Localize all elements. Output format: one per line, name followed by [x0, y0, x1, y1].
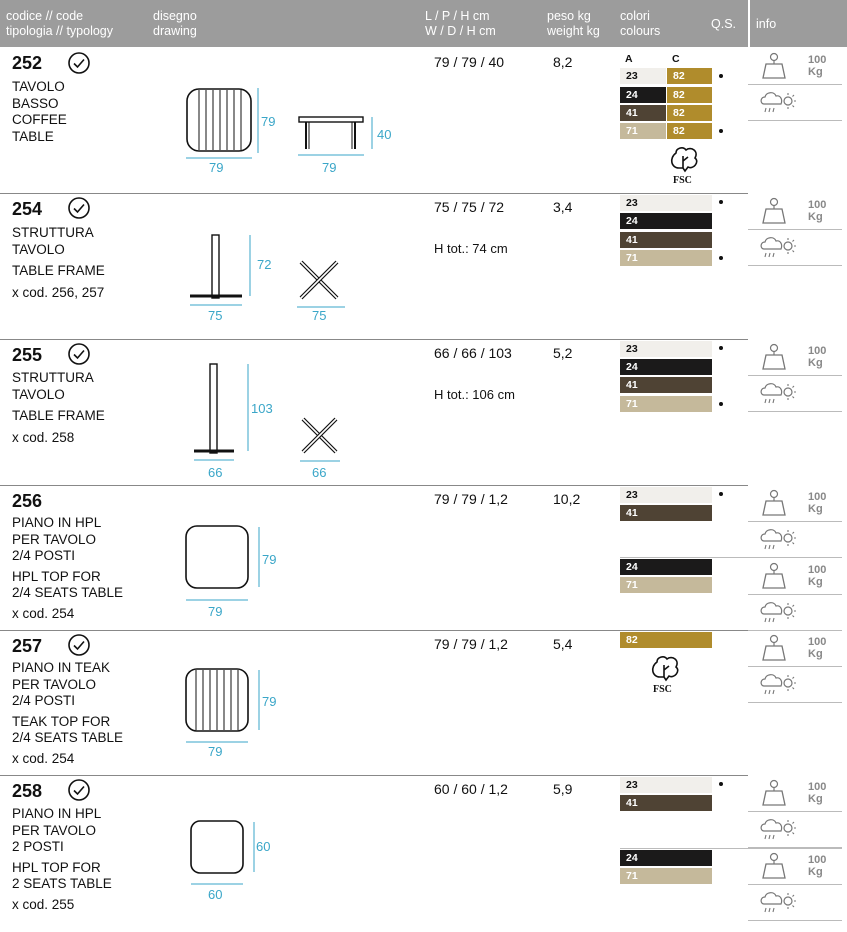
- weight-value: 3,4: [553, 199, 573, 215]
- max-load-label: 100 Kg: [808, 854, 827, 878]
- weight-load-icon: [760, 52, 788, 80]
- table-frame-top-x-drawing: [297, 258, 347, 308]
- dimensions-value: 79 / 79 / 40: [434, 54, 505, 70]
- info-divider: [748, 557, 842, 558]
- colour-swatch-71: 71: [620, 123, 666, 139]
- weather-resistant-icon: [760, 598, 800, 626]
- weight-load-icon: [760, 489, 788, 517]
- legend-a: A: [625, 53, 633, 65]
- info-divider: [748, 920, 842, 921]
- qs-dot: [719, 346, 723, 350]
- info-divider: [748, 811, 842, 812]
- weather-resistant-icon: [760, 815, 800, 843]
- dimensions-value: 60 / 60 / 1,2: [434, 781, 508, 797]
- colour-swatch-71: 71: [620, 250, 712, 266]
- check-circle-icon: [67, 778, 91, 802]
- dim-top-label: 75: [312, 308, 327, 323]
- info-divider: [748, 884, 842, 885]
- info-divider: [748, 594, 842, 595]
- info-divider: [748, 666, 842, 667]
- dim-height-label: 60: [256, 839, 271, 854]
- product-code: 255: [12, 345, 43, 365]
- colour-swatch-23: 23: [620, 777, 712, 793]
- weight-value: 8,2: [553, 54, 573, 70]
- dimensions-value: 79 / 79 / 1,2: [434, 636, 508, 652]
- dim-height-label: 79: [262, 694, 277, 709]
- hpl-small-top-drawing: [190, 820, 260, 890]
- colour-swatch-41: 41: [620, 377, 712, 393]
- typology-256: PIANO IN HPL PER TAVOLO 2/4 POSTI HPL TOP FOR 2/4 SEATS TABLE x cod. 254: [12, 515, 124, 621]
- header-drawing: disegno drawing: [153, 9, 197, 38]
- info-divider: [748, 229, 842, 230]
- info-divider: [748, 521, 842, 522]
- weight-value: 5,9: [553, 781, 573, 797]
- typology-255: STRUTTURA TAVOLO TABLE FRAME x cod. 258: [12, 370, 105, 445]
- colour-swatch-71: 71: [620, 868, 712, 884]
- weight-value: 5,4: [553, 636, 573, 652]
- dimensions-value: 75 / 75 / 72: [434, 199, 505, 215]
- info-divider: [748, 847, 842, 848]
- check-circle-icon: [67, 342, 91, 366]
- qs-dot: [719, 782, 723, 786]
- colour-swatch-41: 41: [620, 232, 712, 248]
- colour-swatch-82: 82: [667, 123, 712, 139]
- info-divider: [748, 265, 842, 266]
- dim-side-height-label: 40: [377, 127, 392, 142]
- colour-swatch-24: 24: [620, 559, 712, 575]
- table-header: [0, 0, 847, 47]
- product-code: 257: [12, 636, 43, 656]
- row-divider: [0, 630, 748, 631]
- typology-254: STRUTTURA TAVOLO TABLE FRAME x cod. 256, 257: [12, 225, 105, 300]
- colour-swatch-41: 41: [620, 505, 712, 521]
- fsc-label: FSC: [653, 684, 672, 695]
- colour-swatch-82: 82: [667, 105, 712, 121]
- product-code: 254: [12, 199, 43, 219]
- colour-swatch-24: 24: [620, 87, 666, 103]
- dimensions-value: 79 / 79 / 1,2: [434, 491, 508, 507]
- max-load-label: 100 Kg: [808, 491, 827, 515]
- colour-swatch-41: 41: [620, 795, 712, 811]
- dim-height-label: 79: [262, 552, 277, 567]
- colour-swatch-24: 24: [620, 359, 712, 375]
- max-load-label: 100 Kg: [808, 636, 827, 660]
- dim-width-label: 79: [208, 604, 223, 619]
- dim-width-label: 79: [209, 160, 224, 175]
- product-code: 258: [12, 781, 43, 801]
- weather-resistant-icon: [760, 888, 800, 916]
- qs-dot: [719, 402, 723, 406]
- weight-value: 10,2: [553, 491, 581, 507]
- header-colours: colori colours: [620, 9, 661, 38]
- fsc-label: FSC: [673, 175, 692, 186]
- colour-swatch-82: 82: [667, 68, 712, 84]
- check-circle-icon: [67, 196, 91, 220]
- table-frame-side-drawing: [188, 233, 268, 308]
- table-frame-top-x-drawing: [300, 416, 342, 462]
- colour-swatch-24: 24: [620, 850, 712, 866]
- weight-load-icon: [760, 634, 788, 662]
- row-divider: [0, 775, 748, 776]
- dim-top-label: 66: [312, 465, 327, 480]
- dim-width-label: 60: [208, 887, 223, 902]
- product-code: 256: [12, 491, 43, 511]
- weight-load-icon: [760, 852, 788, 880]
- max-load-label: 100 Kg: [808, 345, 827, 369]
- total-height: H tot.: 106 cm: [434, 387, 515, 402]
- weather-resistant-icon: [760, 525, 800, 553]
- colour-swatch-71: 71: [620, 577, 712, 593]
- dim-side-width-label: 79: [322, 160, 337, 175]
- weight-value: 5,2: [553, 345, 573, 361]
- weight-load-icon: [760, 197, 788, 225]
- max-load-label: 100 Kg: [808, 199, 827, 223]
- qs-dot: [719, 74, 723, 78]
- info-divider: [748, 630, 842, 631]
- coffee-table-side-view-drawing: [298, 115, 378, 160]
- colour-swatch-41: 41: [620, 105, 666, 121]
- header-info-cell: [748, 0, 840, 47]
- header-code: codice // code tipologia // typology: [6, 9, 114, 38]
- qs-dot: [719, 256, 723, 260]
- dim-height-label: 103: [251, 401, 273, 416]
- header-qs: Q.S.: [711, 17, 737, 31]
- typology-257: PIANO IN TEAK PER TAVOLO 2/4 POSTI TEAK TOP FOR 2/4 SEATS TABLE x cod. 254: [12, 660, 124, 766]
- fsc-tree-icon: [667, 144, 703, 174]
- dimension-lines: [186, 85, 266, 165]
- row-divider: [0, 485, 748, 486]
- info-divider: [748, 120, 842, 121]
- weight-load-icon: [760, 562, 788, 590]
- dim-width-label: 75: [208, 308, 223, 323]
- weather-resistant-icon: [760, 670, 800, 698]
- weather-resistant-icon: [760, 233, 800, 261]
- qs-dot: [719, 129, 723, 133]
- info-divider: [748, 411, 842, 412]
- legend-c: C: [672, 53, 680, 65]
- colour-swatch-24: 24: [620, 213, 712, 229]
- colour-swatch-23: 23: [620, 487, 712, 503]
- weight-load-icon: [760, 779, 788, 807]
- colour-swatch-82: 82: [620, 632, 712, 648]
- colour-swatch-23: 23: [620, 341, 712, 357]
- typology-252: TAVOLO BASSO COFFEE TABLE: [12, 79, 67, 144]
- dim-height-label: 79: [261, 114, 276, 129]
- fsc-tree-icon: [648, 653, 684, 683]
- header-weight: peso kg weight kg: [547, 9, 600, 38]
- info-divider: [748, 702, 842, 703]
- weather-resistant-icon: [760, 379, 800, 407]
- weight-load-icon: [760, 343, 788, 371]
- qs-dot: [719, 200, 723, 204]
- total-height: H tot.: 74 cm: [434, 241, 508, 256]
- row-divider: [0, 339, 748, 340]
- hpl-top-drawing: [185, 525, 270, 605]
- dim-height-label: 72: [257, 257, 272, 272]
- info-divider: [748, 84, 842, 85]
- max-load-label: 100 Kg: [808, 54, 827, 78]
- dim-width-label: 66: [208, 465, 223, 480]
- header-info: info: [756, 17, 777, 31]
- colour-swatch-23: 23: [620, 195, 712, 211]
- header-dimensions: L / P / H cm W / D / H cm: [425, 9, 496, 38]
- info-divider: [748, 375, 842, 376]
- max-load-label: 100 Kg: [808, 781, 827, 805]
- qs-dot: [719, 492, 723, 496]
- typology-258: PIANO IN HPL PER TAVOLO 2 POSTI HPL TOP FOR 2 SEATS TABLE x cod. 255: [12, 806, 112, 912]
- max-load-label: 100 Kg: [808, 564, 827, 588]
- sub-divider: [620, 848, 842, 849]
- colour-swatch-71: 71: [620, 396, 712, 412]
- teak-top-drawing: [185, 668, 270, 748]
- weather-resistant-icon: [760, 88, 800, 116]
- product-code: 252: [12, 53, 43, 73]
- dim-width-label: 79: [208, 744, 223, 759]
- check-circle-icon: [67, 51, 91, 75]
- row-divider: [0, 193, 748, 194]
- colour-swatch-23: 23: [620, 68, 666, 84]
- check-circle-icon: [67, 633, 91, 657]
- dimensions-value: 66 / 66 / 103: [434, 345, 512, 361]
- colour-swatch-82: 82: [667, 87, 712, 103]
